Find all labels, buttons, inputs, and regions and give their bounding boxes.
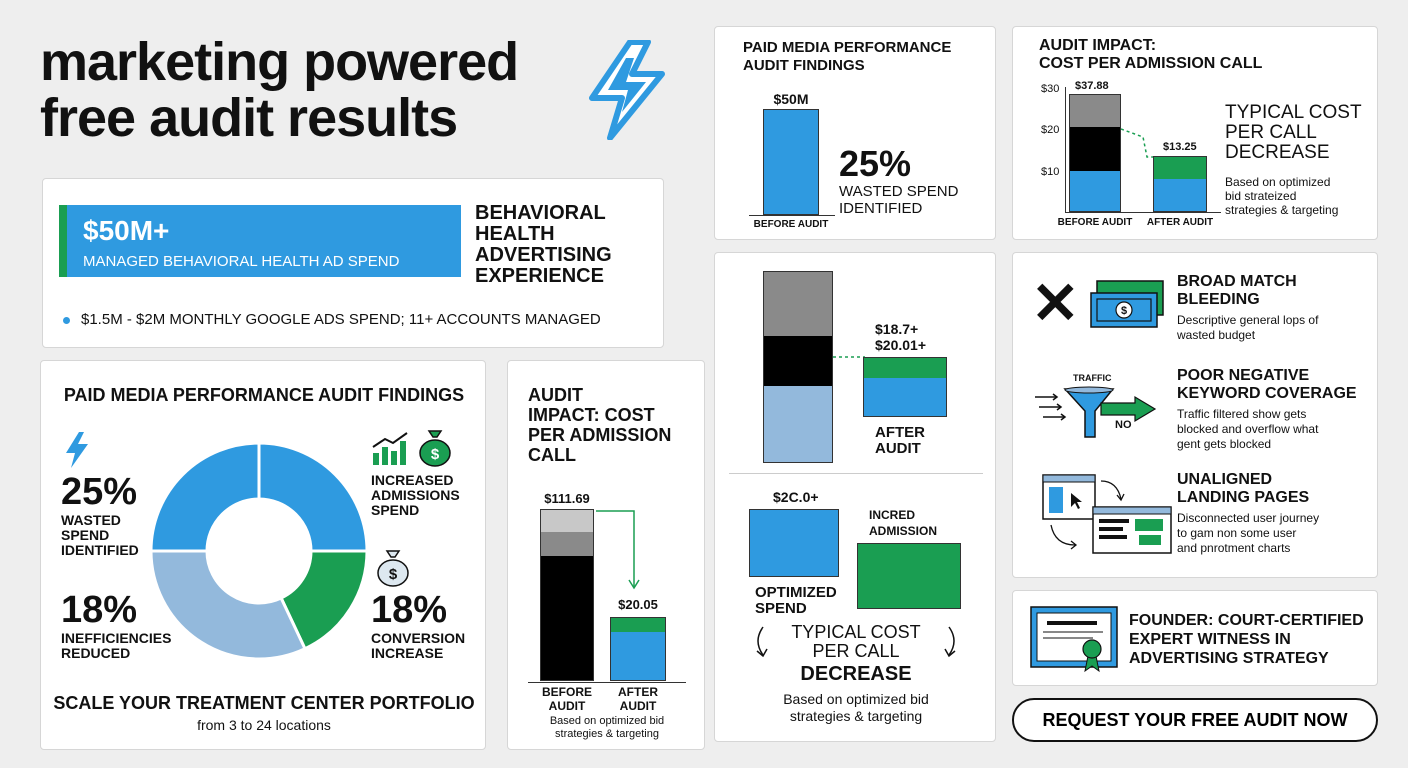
portfolio-subtitle: from 3 to 24 locations [197, 717, 331, 733]
landing-pages-icon [1041, 473, 1181, 557]
issue-1-title: BROAD MATCH BLEEDING [1177, 273, 1297, 308]
y-axis-line [1065, 87, 1066, 212]
spend-bar [763, 109, 819, 215]
after-stack-bar [863, 357, 947, 417]
issue-2-title: POOR NEGATIVE KEYWORD COVERAGE [1177, 367, 1357, 402]
cost-card-title: AUDIT IMPACT: COST PER ADMISSION CALL [528, 385, 672, 465]
spend-banner [59, 205, 461, 277]
spend-bar-label: BEFORE AUDIT [753, 219, 829, 230]
cost-footnote: Based on optimized bid strategies & targeting [549, 715, 665, 740]
certificate-icon [1029, 605, 1121, 673]
after-value: $20.05 [618, 597, 658, 612]
decrease-label: DECREASE [800, 663, 912, 685]
optimized-value: $2C.0+ [773, 489, 819, 505]
request-audit-button[interactable]: REQUEST YOUR FREE AUDIT NOW [1012, 698, 1378, 742]
incred-bar [857, 543, 961, 609]
svg-text:$: $ [388, 566, 398, 583]
svg-text:$: $ [1120, 305, 1128, 317]
mid-footnote: Based on optimized bid strategies & targeting [783, 691, 929, 724]
spend-baseline [749, 215, 835, 216]
wasted-value: 25% [839, 143, 912, 184]
x-axis-line [1065, 212, 1221, 213]
dashed-link [1121, 127, 1155, 161]
founder-text: FOUNDER: COURT-CERTIFIED EXPERT WITNESS IN ADVERTISING STRATEGY [1129, 612, 1364, 667]
stat-conversion-value: 18% [371, 589, 448, 631]
x-mark-icon: ✕ [1031, 271, 1080, 336]
traffic-label: TRAFFIC [1073, 373, 1112, 383]
stat-ineff-label: INEFFICIENCIES REDUCED [61, 630, 172, 661]
after-label-right: AFTER AUDIT [1146, 217, 1214, 228]
incred-label: INCRED ADMISSION [869, 508, 938, 538]
before-label: BEFORE AUDIT [541, 685, 592, 713]
money-bag-icon [417, 427, 453, 467]
growth-chart-icon [371, 431, 411, 467]
donut-slice-blue2 [151, 443, 259, 551]
before-value-right: $37.88 [1075, 80, 1109, 92]
before-bar-right [1069, 94, 1121, 212]
after-bar-right [1153, 156, 1207, 212]
funnel-icon [1031, 385, 1161, 443]
issue-1-desc: Descriptive general lops of wasted budget [1177, 313, 1319, 342]
before-stack-bar [763, 271, 833, 463]
stat-admissions-label: INCREASED ADMISSIONS SPEND [371, 472, 460, 518]
stat-ineff-value: 18% [61, 589, 138, 631]
headline-line2: free audit results [40, 88, 458, 148]
donut-chart [149, 441, 369, 661]
drop-arrow-icon [594, 507, 644, 593]
money-bag-outline-icon [375, 547, 411, 587]
spend-caption: MANAGED BEHAVIORAL HEALTH AD SPEND [83, 253, 400, 270]
audit-findings-title: PAID MEDIA PERFORMANCE AUDIT FINDINGS [63, 385, 465, 405]
axis-10: $10 [1041, 166, 1060, 178]
donut-slice-blue [259, 443, 367, 551]
lightning-bolt-icon [588, 40, 668, 140]
no-label: NO [1115, 419, 1132, 431]
footnote-right: Based on optimized bid strateized strategies & targeting [1225, 175, 1339, 217]
portfolio-title: SCALE YOUR TREATMENT CENTER PORTFOLIO [53, 693, 475, 713]
bullet-dot [63, 317, 70, 324]
svg-text:$: $ [430, 446, 440, 463]
spend-bar-value: $50M [773, 91, 809, 107]
lightning-small-icon [63, 431, 91, 469]
typical-right: TYPICAL COST PER CALL DECREASE [1225, 102, 1362, 163]
issue-3-desc: Disconnected user journey to gam non some user and pnrotment charts [1177, 511, 1320, 555]
paid-media-card [714, 26, 996, 240]
donut-slice-lightblue [151, 551, 305, 659]
after-values: $18.7+ $20.01+ [875, 321, 926, 353]
stat-wasted-value: 25% [61, 471, 138, 513]
stat-wasted-label: WASTED SPEND IDENTIFIED [61, 512, 139, 558]
after-label: AFTER AUDIT [618, 685, 658, 713]
audit-findings-card [40, 360, 486, 750]
headline [40, 34, 600, 146]
paid-media-title: PAID MEDIA PERFORMANCE AUDIT FINDINGS [743, 39, 952, 74]
before-bar [540, 509, 594, 681]
experience-title: BEHAVIORAL HEALTH ADVERTISING EXPERIENCE [475, 202, 612, 287]
baseline [528, 682, 686, 683]
axis-30: $30 [1041, 83, 1060, 95]
after-value-right: $13.25 [1163, 141, 1197, 153]
spend-value: $50M+ [83, 215, 170, 246]
wasted-label: WASTED SPEND IDENTIFIED [839, 183, 959, 217]
before-label-right: BEFORE AUDIT [1057, 217, 1133, 228]
headline-line1: marketing powered [40, 32, 519, 92]
stat-conversion-label: CONVERSION INCREASE [371, 630, 466, 661]
optimized-bar [749, 509, 839, 577]
after-audit-label: AFTER AUDIT [875, 424, 925, 457]
audit-impact-title: AUDIT IMPACT: COST PER ADMISSION CALL [1039, 37, 1263, 72]
typical-cost: TYPICAL COST PER CALL [791, 622, 921, 661]
experience-bullet: $1.5M - $2M MONTHLY GOOGLE ADS SPEND; 11+ ACCOUNTS MANAGED [81, 311, 601, 328]
issue-3-title: UNALIGNED LANDING PAGES [1177, 471, 1310, 506]
before-value: $111.69 [544, 491, 590, 506]
dotted-link [833, 353, 865, 361]
spend-comparison-card [714, 252, 996, 742]
experience-card [42, 178, 664, 348]
founder-card [1012, 590, 1378, 686]
divider [729, 473, 983, 474]
optimized-label: OPTIMIZED SPEND [755, 584, 837, 617]
banknote-icon [1087, 279, 1167, 331]
axis-20: $20 [1041, 124, 1060, 136]
audit-impact-card [1012, 26, 1378, 240]
after-bar [610, 617, 666, 681]
issues-card [1012, 252, 1378, 578]
issue-2-desc: Traffic filtered show gets blocked and overflow what gent gets blocked [1177, 407, 1319, 451]
cost-admission-card [507, 360, 705, 750]
